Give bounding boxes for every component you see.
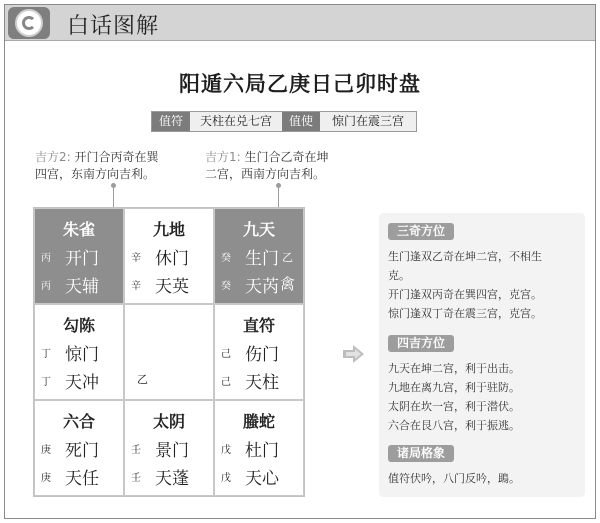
palace-gen-8 xyxy=(34,400,124,496)
seal-icon xyxy=(15,9,43,37)
palace-center-5 xyxy=(124,304,214,400)
palace-stem: 丙 xyxy=(41,253,51,264)
palace-stem: 庚 xyxy=(41,445,51,456)
annotation-line: 二宫，西南方向吉利。 xyxy=(205,167,326,181)
palace-dui-7 xyxy=(214,304,304,400)
palace-star: 天柱 xyxy=(245,373,279,393)
palace-grid xyxy=(33,207,305,497)
palace-stem: 戊 xyxy=(221,473,231,484)
zhifu-label: 值符 xyxy=(152,112,190,131)
palace-stem: 壬 xyxy=(131,445,141,456)
section-line: 九地在离九宫，利于驻防。 xyxy=(388,381,520,394)
palace-star: 天心 xyxy=(245,469,279,489)
palace-stem: 庚 xyxy=(41,473,51,484)
pointer-line xyxy=(113,185,114,207)
palace-stem: 壬 xyxy=(131,473,141,484)
palace-god: 九天 xyxy=(242,220,275,239)
palace-star: 天芮 xyxy=(245,277,279,297)
palace-stem: 丙 xyxy=(41,281,51,292)
header-title: 白话图解 xyxy=(67,14,160,39)
annotation-prefix: 吉方1: xyxy=(205,150,241,164)
palace-star: 天任 xyxy=(65,469,99,489)
palace-xun-4 xyxy=(34,208,124,304)
palace-stem: 癸 xyxy=(221,281,231,292)
annotation-line: 四宫，东南方向吉利。 xyxy=(35,167,156,181)
section-body xyxy=(388,359,520,435)
section-line: 太阴在坎一宫，利于潜伏。 xyxy=(388,400,520,413)
section-body xyxy=(388,247,542,323)
palace-god: 朱雀 xyxy=(62,220,95,239)
palace-stem: 己 xyxy=(221,349,231,360)
palace-qian-6 xyxy=(214,400,304,496)
palace-stem: 丁 xyxy=(41,349,51,360)
palace-god: 勾陈 xyxy=(62,316,95,335)
palace-door: 开门 xyxy=(65,249,99,269)
pointer-line xyxy=(278,185,279,207)
palace-door: 杜门 xyxy=(245,441,279,461)
palace-extra-stem: 乙 xyxy=(282,251,293,264)
section-title: 四吉方位 xyxy=(388,335,454,352)
info-bar xyxy=(151,111,417,132)
palace-door: 休门 xyxy=(155,249,189,269)
palace-stem: 丁 xyxy=(41,377,51,388)
palace-door: 景门 xyxy=(155,441,189,461)
section-line: 六合在艮八宫，利于振逃。 xyxy=(388,419,520,432)
page-frame xyxy=(4,4,596,519)
explanation-panel xyxy=(379,213,585,497)
palace-star: 天辅 xyxy=(65,277,99,297)
section-body xyxy=(388,469,520,488)
zhishi-label: 值使 xyxy=(282,112,320,131)
palace-god: 九地 xyxy=(152,220,185,239)
section-line: 值符伏吟，八门反吟，鴡。 xyxy=(388,472,520,485)
palace-god: 太阴 xyxy=(152,412,185,431)
section-line: 生门逢双乙奇在坤二宫，不相生 xyxy=(388,250,542,263)
zhifu-value: 天柱在兑七宫 xyxy=(190,112,282,131)
zhishi-value: 惊门在震三宫 xyxy=(320,112,416,131)
palace-door: 伤门 xyxy=(245,345,279,365)
palace-star: 天英 xyxy=(155,277,189,297)
palace-stem: 乙 xyxy=(137,373,148,386)
palace-star: 天冲 xyxy=(65,373,99,393)
palace-zhen-3 xyxy=(34,304,124,400)
palace-kun-2 xyxy=(214,208,304,304)
palace-door: 惊门 xyxy=(65,345,99,365)
arrow-right-icon xyxy=(343,344,365,364)
annotation-prefix: 吉方2: xyxy=(35,150,71,164)
palace-god: 六合 xyxy=(62,412,95,431)
annotation-line: 生门合乙奇在坤 xyxy=(244,150,329,164)
annotation-jifang-1 xyxy=(205,149,329,183)
section-line: 惊门逢双丁奇在震三宫，克宫。 xyxy=(388,307,542,320)
palace-stem: 辛 xyxy=(131,253,141,264)
palace-stem: 戊 xyxy=(221,445,231,456)
palace-door: 生门 xyxy=(245,249,279,269)
logo-icon xyxy=(8,7,50,39)
palace-li-9 xyxy=(124,208,214,304)
section-title: 三奇方位 xyxy=(388,223,454,240)
section-line: 开门逢双丙奇在巽四宫，克宫。 xyxy=(388,288,542,301)
section-line: 克。 xyxy=(388,269,410,282)
page-title: 阳遁六局乙庚日己卯时盘 xyxy=(179,72,421,96)
palace-star: 天蓬 xyxy=(155,469,189,489)
palace-kan-1 xyxy=(124,400,214,496)
palace-god: 直符 xyxy=(242,316,275,335)
palace-stem: 辛 xyxy=(131,281,141,292)
annotation-jifang-2 xyxy=(35,149,159,183)
header-bar xyxy=(5,5,595,41)
palace-stem: 己 xyxy=(221,377,231,388)
section-title: 诸局格象 xyxy=(388,445,454,462)
section-line: 九天在坤二宫，利于出击。 xyxy=(388,362,520,375)
palace-door: 死门 xyxy=(65,441,99,461)
palace-stem: 癸 xyxy=(221,253,231,264)
annotation-line: 开门合丙奇在巽 xyxy=(74,150,159,164)
palace-extra-star: 禽 xyxy=(279,275,295,293)
palace-god: 螣蛇 xyxy=(242,412,275,431)
